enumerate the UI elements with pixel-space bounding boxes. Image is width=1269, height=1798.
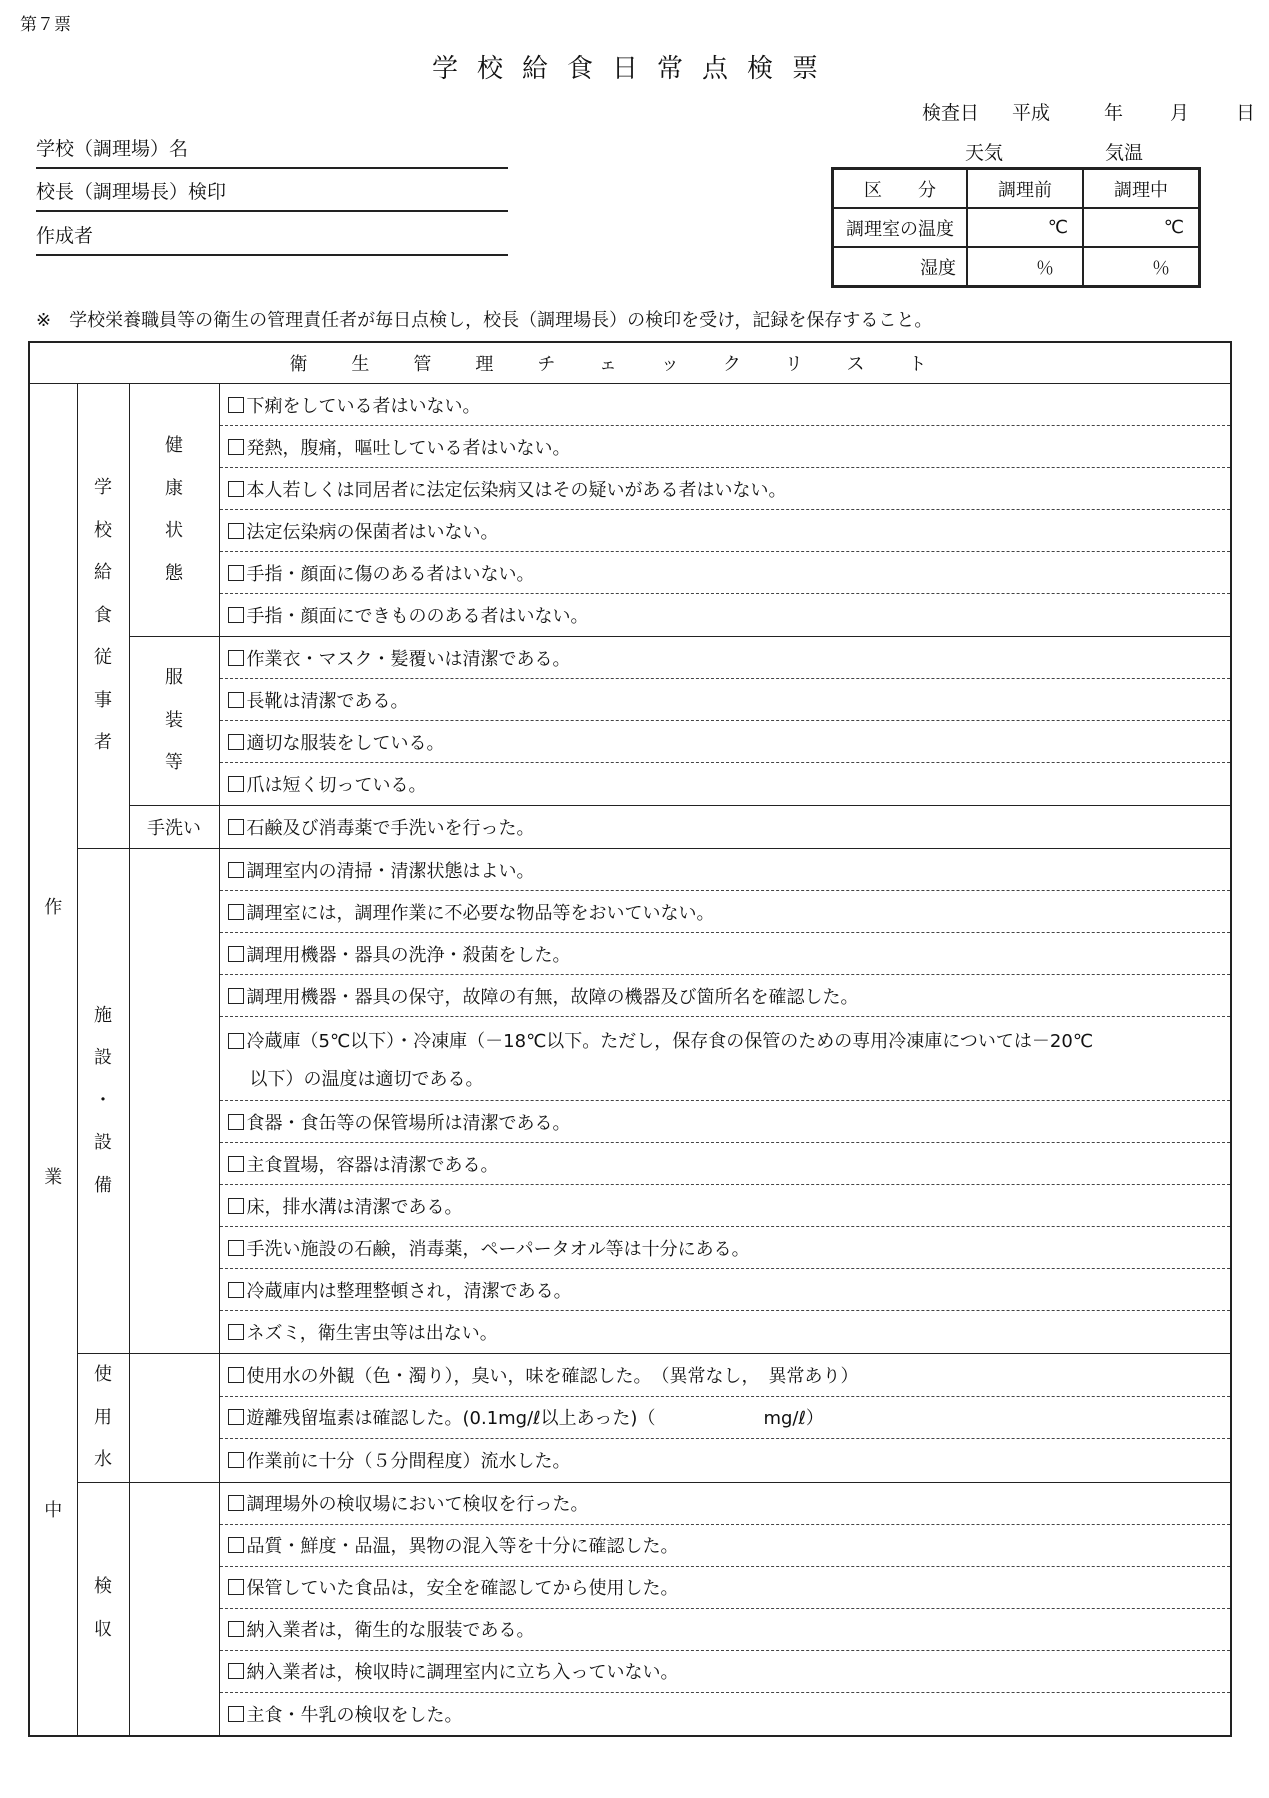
checklist-item[interactable]: 調理用機器・器具の洗浄・殺菌をした。: [220, 933, 1231, 975]
checklist-item[interactable]: 発熱，腹痛，嘔吐している者はいない。: [220, 426, 1231, 468]
checkbox[interactable]: [228, 1452, 244, 1468]
checklist-item[interactable]: 遊離残留塩素は確認した。(0.1mg/ℓ以上あった)（ mg/ℓ）: [220, 1397, 1231, 1439]
checkbox[interactable]: [228, 946, 244, 962]
room-temperature-label: 調理室の温度: [833, 208, 968, 247]
instruction-note: ※ 学校栄養職員等の衛生の管理責任者が毎日点検し，校長（調理場長）の検印を受け，記録を保存すること。: [36, 310, 933, 331]
checkbox[interactable]: [228, 692, 244, 708]
facility-items: [219, 849, 1231, 1354]
checkbox[interactable]: [228, 776, 244, 792]
checkbox[interactable]: [228, 481, 244, 497]
checkbox[interactable]: [228, 1621, 244, 1637]
temperature-label: 気温: [1105, 142, 1144, 164]
checklist-item[interactable]: 使用水の外観（色・濁り），臭い，味を確認した。 （異常なし， 異常あり）: [220, 1355, 1231, 1397]
checklist-item[interactable]: 調理場外の検収場において検収を行った。: [220, 1483, 1231, 1525]
section-label-during-work: 作 業 中: [29, 384, 77, 1736]
checklist-item[interactable]: 下痢をしている者はいない。: [220, 384, 1231, 426]
checkbox[interactable]: [228, 904, 244, 920]
category-header: 区 分: [833, 169, 968, 209]
checklist-item[interactable]: 適切な服装をしている。: [220, 721, 1231, 763]
checkbox[interactable]: [228, 1198, 244, 1214]
group-label-handwash: 手洗い: [129, 806, 219, 849]
checklist-item[interactable]: 作業衣・マスク・髪覆いは清潔である。: [220, 637, 1231, 679]
checkbox[interactable]: [228, 565, 244, 581]
checkbox[interactable]: [228, 1114, 244, 1130]
checkbox[interactable]: [228, 1409, 244, 1425]
checkbox[interactable]: [228, 1282, 244, 1298]
checkbox[interactable]: [228, 439, 244, 455]
checklist-item[interactable]: 納入業者は，衛生的な服装である。: [220, 1609, 1231, 1651]
checkbox[interactable]: [228, 607, 244, 623]
checklist-item[interactable]: 法定伝染病の保菌者はいない。: [220, 510, 1231, 552]
hygiene-checklist: [28, 341, 1232, 1737]
room-condition-table: [831, 167, 1201, 288]
checklist-item[interactable]: 長靴は清潔である。: [220, 679, 1231, 721]
date-label: 検査日: [922, 102, 980, 124]
checklist-item[interactable]: 納入業者は，検収時に調理室内に立ち入っていない。: [220, 1651, 1231, 1693]
checkbox[interactable]: [228, 819, 244, 835]
temp-before-cell[interactable]: ℃: [967, 208, 1083, 247]
group-label-clothing: 服 装 等: [129, 637, 219, 806]
receiving-items: [219, 1482, 1231, 1736]
humidity-before-cell[interactable]: ％: [967, 247, 1083, 287]
checklist-header: 衛生管理チェックリスト: [29, 342, 1231, 384]
group-label-health: 健 康 状 態: [129, 384, 219, 637]
checklist-item[interactable]: 手洗い施設の石鹸，消毒薬，ペーパータオル等は十分にある。: [220, 1227, 1231, 1269]
checklist-item[interactable]: 石鹸及び消毒薬で手洗いを行った。: [220, 806, 1231, 848]
checklist-item[interactable]: 冷蔵庫（5℃以下）・冷凍庫（－18℃以下。ただし，保存食の保管のための専用冷凍庫については－20℃ 以下）の温度は適切である。: [220, 1017, 1231, 1101]
date-day: 日: [1236, 102, 1256, 124]
before-cooking-header: 調理前: [967, 169, 1083, 209]
author-field[interactable]: 作成者: [36, 218, 508, 256]
principal-seal-field[interactable]: 校長（調理場長）検印: [36, 174, 508, 212]
group-label-receiving: 検 収: [77, 1482, 129, 1736]
date-month: 月: [1170, 102, 1190, 124]
handwash-items: [219, 806, 1231, 849]
checkbox[interactable]: [228, 1240, 244, 1256]
checklist-item[interactable]: 本人若しくは同居者に法定伝染病又はその疑いがある者はいない。: [220, 468, 1231, 510]
checklist-item[interactable]: 冷蔵庫内は整理整頓され，清潔である。: [220, 1269, 1231, 1311]
facility-sub-blank: [129, 849, 219, 1354]
checklist-item[interactable]: 調理室には，調理作業に不必要な物品等をおいていない。: [220, 891, 1231, 933]
checklist-item[interactable]: 品質・鮮度・品温，異物の混入等を十分に確認した。: [220, 1525, 1231, 1567]
checkbox[interactable]: [228, 1706, 244, 1722]
checkbox[interactable]: [228, 988, 244, 1004]
checkbox[interactable]: [228, 1367, 244, 1383]
checklist-item[interactable]: 保管していた食品は，安全を確認してから使用した。: [220, 1567, 1231, 1609]
checklist-item[interactable]: 作業前に十分（５分間程度）流水した。: [220, 1439, 1231, 1481]
temp-during-cell[interactable]: ℃: [1083, 208, 1200, 247]
water-sub-blank: [129, 1354, 219, 1483]
school-name-field[interactable]: 学校（調理場）名: [36, 131, 508, 169]
checklist-item[interactable]: 爪は短く切っている。: [220, 763, 1231, 805]
checklist-item[interactable]: 手指・顔面に傷のある者はいない。: [220, 552, 1231, 594]
humidity-label: 湿度: [833, 247, 968, 287]
checkbox[interactable]: [228, 523, 244, 539]
checkbox[interactable]: [228, 1579, 244, 1595]
checklist-item[interactable]: 床，排水溝は清潔である。: [220, 1185, 1231, 1227]
group-label-staff: 学 校 給 食 従 事 者: [77, 384, 129, 849]
checklist-item[interactable]: 食器・食缶等の保管場所は清潔である。: [220, 1101, 1231, 1143]
checkbox[interactable]: [228, 1663, 244, 1679]
group-label-facility: 施 設 ・ 設 備: [77, 849, 129, 1354]
checkbox[interactable]: [228, 1324, 244, 1340]
form-number: 第７票: [20, 15, 71, 35]
page-title: 学校給食日常点検票: [431, 54, 837, 84]
water-items: [219, 1354, 1231, 1483]
date-year: 年: [1104, 102, 1124, 124]
checkbox[interactable]: [228, 1156, 244, 1172]
checklist-item[interactable]: 主食置場，容器は清潔である。: [220, 1143, 1231, 1185]
checkbox[interactable]: [228, 862, 244, 878]
checkbox[interactable]: [228, 397, 244, 413]
during-cooking-header: 調理中: [1083, 169, 1200, 209]
checklist-item[interactable]: 手指・顔面にできもののある者はいない。: [220, 594, 1231, 636]
checkbox[interactable]: [228, 734, 244, 750]
checklist-item[interactable]: ネズミ，衛生害虫等は出ない。: [220, 1311, 1231, 1353]
receiving-sub-blank: [129, 1482, 219, 1736]
clothing-items: [219, 637, 1231, 806]
health-items: [219, 384, 1231, 637]
checkbox[interactable]: [228, 1537, 244, 1553]
humidity-during-cell[interactable]: ％: [1083, 247, 1200, 287]
checkbox[interactable]: [228, 1033, 244, 1049]
group-label-water: 使 用 水: [77, 1354, 129, 1483]
checklist-item[interactable]: 調理用機器・器具の保守，故障の有無，故障の機器及び箇所名を確認した。: [220, 975, 1231, 1017]
checklist-item[interactable]: 調理室内の清掃・清潔状態はよい。: [220, 849, 1231, 891]
inspection-date: [922, 98, 1255, 125]
checkbox[interactable]: [228, 650, 244, 666]
checklist-item[interactable]: 主食・牛乳の検収をした。: [220, 1693, 1231, 1735]
weather-label: 天気: [965, 142, 1004, 164]
checkbox[interactable]: [228, 1495, 244, 1511]
date-era: 平成: [1012, 102, 1051, 124]
